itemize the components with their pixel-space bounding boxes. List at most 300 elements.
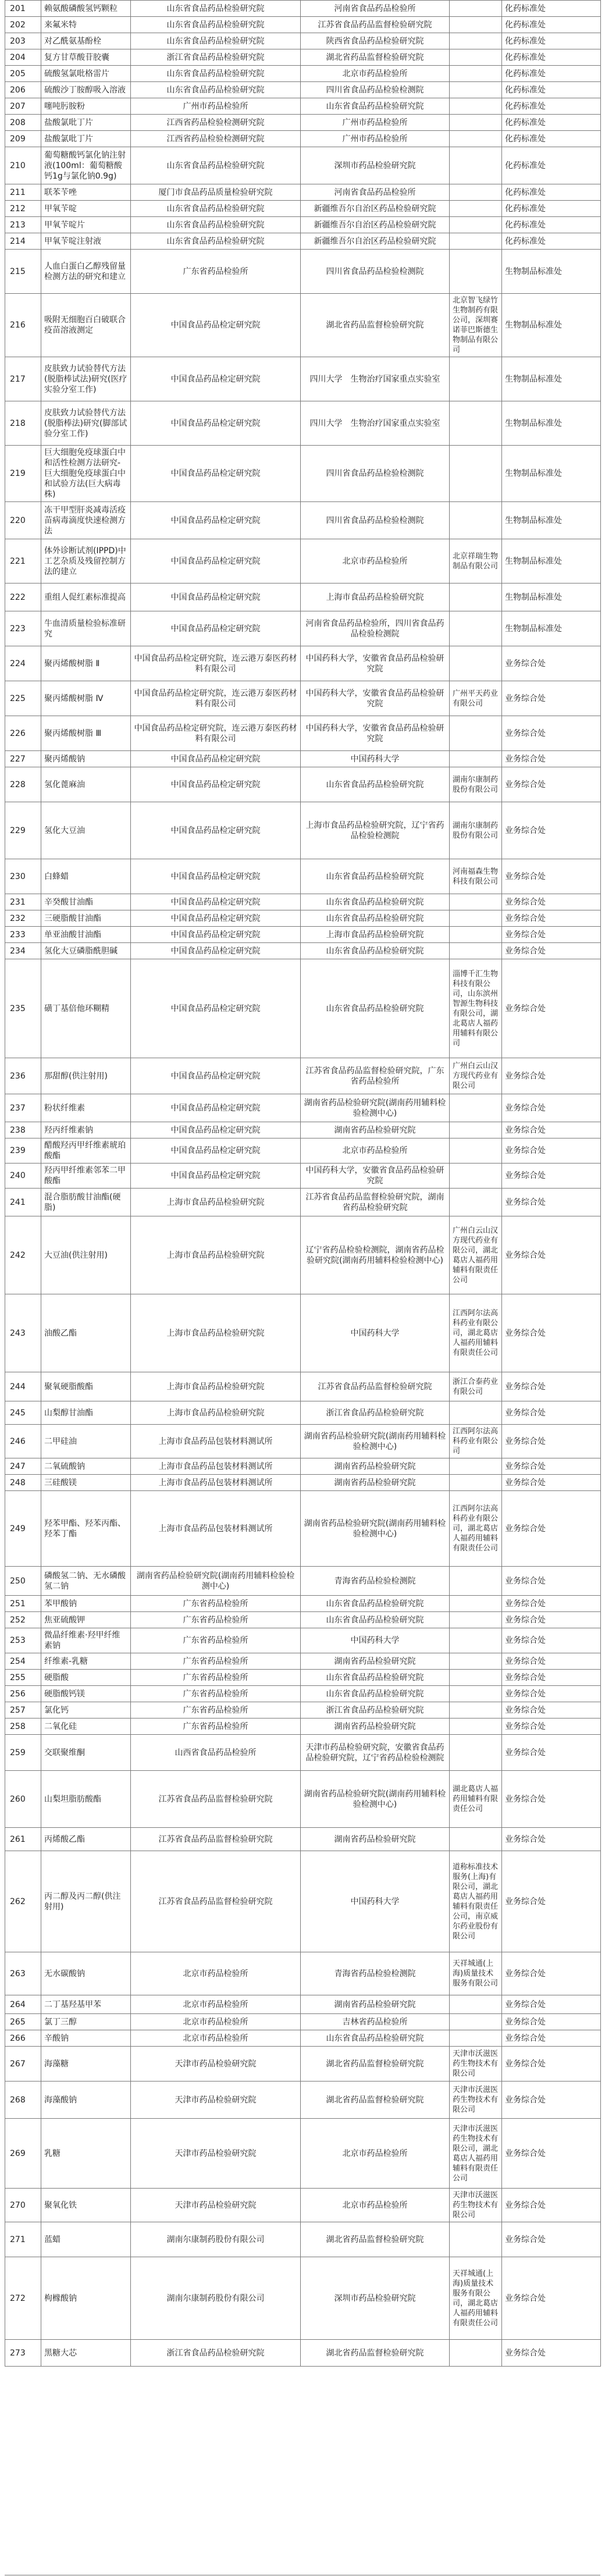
department-cell: 生物制品标准处 [502, 611, 601, 646]
item-name-cell: 人血白蛋白乙醇残留量检测方法的研究和建立 [41, 250, 131, 294]
table-row [5, 959, 601, 1058]
department-cell: 化药标准处 [502, 147, 601, 184]
item-name-cell: 葡萄糖酸钙氯化钠注射液(100ml：葡萄糖酸钙1g与氯化钠0.9g) [41, 147, 131, 184]
item-name-cell: 复方甘草酸苷胶囊 [41, 49, 131, 66]
review-institution-cell: 北京市药品检验所 [301, 539, 450, 583]
department-cell: 业务综合处 [502, 2257, 601, 2340]
table-row [5, 294, 601, 357]
review-institution-cell: 中国药科大学，安徽省食品药品检验研究院 [301, 646, 450, 681]
participating-company-cell [450, 401, 502, 446]
review-institution-cell: 吉林省药品检验所 [301, 2014, 450, 2030]
participating-company-cell [450, 1735, 502, 1771]
table-row [5, 1567, 601, 1596]
item-name-cell: 聚丙烯酸钠 [41, 751, 131, 767]
row-number-cell: 214 [5, 233, 41, 250]
participating-company-cell [450, 1653, 502, 1670]
lead-institution-cell: 江西省药品检验检测研究院 [131, 131, 301, 147]
row-number-cell: 228 [5, 767, 41, 802]
row-number-cell: 221 [5, 539, 41, 583]
lead-institution-cell: 中国食品药品检定研究院 [131, 894, 301, 910]
row-number-cell: 226 [5, 716, 41, 751]
department-cell: 业务综合处 [502, 1164, 601, 1189]
participating-company-cell [450, 751, 502, 767]
review-institution-cell: 湖南省药品检验研究院(湖南药用辅料检验检测中心) [301, 1491, 450, 1567]
department-cell: 化药标准处 [502, 217, 601, 233]
review-institution-cell: 湖南省药品检验研究院 [301, 1995, 450, 2014]
participating-company-cell: 道称标准技术服务(上海)有限公司，湖北葛店人福药用辅料有限责任公司，南京威尔药业股份有限公司 [450, 1851, 502, 1952]
table-row [5, 446, 601, 502]
department-cell: 业务综合处 [502, 2340, 601, 2367]
item-name-cell: 蓝蜡 [41, 2222, 131, 2257]
row-number-cell: 251 [5, 1596, 41, 1612]
table-row [5, 1686, 601, 1702]
item-name-cell: 辛癸酸甘油酯 [41, 894, 131, 910]
participating-company-cell [450, 1612, 502, 1628]
table-row [5, 927, 601, 943]
lead-institution-cell: 中国食品药品检定研究院 [131, 751, 301, 767]
item-name-cell: 氢化蓖麻油 [41, 767, 131, 802]
participating-company-cell [450, 927, 502, 943]
review-institution-cell: 河南省食品药品检验所，四川省食品药品检验检测院 [301, 611, 450, 646]
lead-institution-cell: 江西省药品检验检测研究院 [131, 115, 301, 131]
lead-institution-cell: 上海市食品药品检验研究院 [131, 1401, 301, 1425]
item-name-cell: 羟丙纤维素钠 [41, 1122, 131, 1138]
lead-institution-cell: 中国食品药品检定研究院 [131, 611, 301, 646]
review-institution-cell: 青海省药品检验检测院 [301, 1567, 450, 1596]
department-cell: 业务综合处 [502, 1686, 601, 1702]
department-cell: 业务综合处 [502, 1702, 601, 1718]
department-cell: 业务综合处 [502, 1294, 601, 1372]
participating-company-cell: 广州白云山汉方现代药业有限公司 [450, 1058, 502, 1094]
department-cell: 业务综合处 [502, 2047, 601, 2082]
lead-institution-cell: 山东省食品药品检验研究院 [131, 66, 301, 82]
table-row [5, 1702, 601, 1718]
participating-company-cell [450, 1702, 502, 1718]
table-row [5, 767, 601, 802]
item-name-cell: 盐酸氯吡丁片 [41, 115, 131, 131]
table-row [5, 1294, 601, 1372]
table-row [5, 98, 601, 115]
review-institution-cell: 江苏省食品药品监督检验研究院，广东省药品检验所 [301, 1058, 450, 1094]
department-cell: 业务综合处 [502, 1058, 601, 1094]
department-cell: 化药标准处 [502, 66, 601, 82]
department-cell: 业务综合处 [502, 894, 601, 910]
participating-company-cell [450, 66, 502, 82]
review-institution-cell: 湖南省药品检验研究院 [301, 1122, 450, 1138]
lead-institution-cell: 湖南尔康制药股份有限公司 [131, 2222, 301, 2257]
table-row [5, 681, 601, 716]
department-cell: 业务综合处 [502, 681, 601, 716]
lead-institution-cell: 江苏省食品药品监督检验研究院 [131, 1851, 301, 1952]
lead-institution-cell: 天津市药品检验研究院 [131, 2082, 301, 2119]
item-name-cell: 二甲硅油 [41, 1425, 131, 1458]
participating-company-cell: 广州平天药业有限公司 [450, 681, 502, 716]
review-institution-cell: 陕西省食品药品检验研究院 [301, 33, 450, 49]
item-name-cell: 那甜醇(供注射用) [41, 1058, 131, 1094]
department-cell: 业务综合处 [502, 2014, 601, 2030]
department-cell: 业务综合处 [502, 943, 601, 959]
row-number-cell: 270 [5, 2189, 41, 2222]
item-name-cell: 硫酸沙丁胺醇吸入溶液 [41, 82, 131, 98]
participating-company-cell [450, 2340, 502, 2367]
participating-company-cell [450, 357, 502, 401]
review-institution-cell: 湖南省药品检验研究院 [301, 1458, 450, 1475]
lead-institution-cell: 北京市药品检验所 [131, 2030, 301, 2047]
review-institution-cell: 中国药科大学 [301, 751, 450, 767]
row-number-cell: 212 [5, 201, 41, 217]
lead-institution-cell: 中国食品药品检定研究院 [131, 802, 301, 859]
table-row [5, 1612, 601, 1628]
participating-company-cell [450, 910, 502, 927]
department-cell: 业务综合处 [502, 1851, 601, 1952]
row-number-cell: 211 [5, 184, 41, 201]
department-cell: 化药标准处 [502, 49, 601, 66]
participating-company-cell [450, 1567, 502, 1596]
item-name-cell: 皮肤致力试验替代方法(脱脂棒试法)研究(医疗实验分室工作) [41, 357, 131, 401]
item-name-cell: 聚丙烯酸树脂 Ⅱ [41, 646, 131, 681]
lead-institution-cell: 中国食品药品检定研究院 [131, 357, 301, 401]
lead-institution-cell: 北京市药品检验所 [131, 2014, 301, 2030]
review-institution-cell: 北京市药品检验所 [301, 1138, 450, 1164]
table-row [5, 33, 601, 49]
department-cell: 生物制品标准处 [502, 357, 601, 401]
department-cell: 生物制品标准处 [502, 294, 601, 357]
review-institution-cell: 新疆维吾尔自治区药品检验研究院 [301, 217, 450, 233]
department-cell: 业务综合处 [502, 1828, 601, 1851]
department-cell: 业务综合处 [502, 1596, 601, 1612]
department-cell: 业务综合处 [502, 767, 601, 802]
item-name-cell: 微晶纤维素·羟甲纤维素钠 [41, 1628, 131, 1653]
review-institution-cell: 山东省食品药品检验研究院 [301, 98, 450, 115]
row-number-cell: 258 [5, 1718, 41, 1735]
lead-institution-cell: 浙江省食品药品检验研究院 [131, 2340, 301, 2367]
item-name-cell: 盐酸氯吡丁片 [41, 131, 131, 147]
participating-company-cell: 江西阿尔法高科药业有限公司，湖北葛店人福药用辅料有限责任公司 [450, 1294, 502, 1372]
lead-institution-cell: 广东省药品检验所 [131, 1686, 301, 1702]
review-institution-cell: 山东省食品药品检验研究院 [301, 767, 450, 802]
lead-institution-cell: 中国食品药品检定研究院 [131, 859, 301, 894]
participating-company-cell: 江西阿尔法高科药业有限公司 [450, 1425, 502, 1458]
item-name-cell: 聚氧硬脂酸酯 [41, 1372, 131, 1401]
table-row [5, 1401, 601, 1425]
item-name-cell: 聚丙烯酸树脂 Ⅳ [41, 681, 131, 716]
item-name-cell: 醋酸羟丙甲纤维素琥珀酸酯 [41, 1138, 131, 1164]
row-number-cell: 262 [5, 1851, 41, 1952]
table-row [5, 2030, 601, 2047]
review-institution-cell: 新疆维吾尔自治区药品检验研究院 [301, 201, 450, 217]
participating-company-cell: 湖南尔康制药股份有限公司 [450, 767, 502, 802]
table-row [5, 910, 601, 927]
review-institution-cell: 湖南省药品检验研究院(湖南药用辅料检验检测中心) [301, 1094, 450, 1122]
row-number-cell: 269 [5, 2119, 41, 2189]
department-cell: 业务综合处 [502, 1425, 601, 1458]
row-number-cell: 240 [5, 1164, 41, 1189]
review-institution-cell: 辽宁省药品检验检测院，湖南省药品检验研究院(湖南药用辅料检验检测中心) [301, 1216, 450, 1294]
table-row [5, 1372, 601, 1401]
row-number-cell: 216 [5, 294, 41, 357]
review-institution-cell: 湖南省药品检验研究院 [301, 1718, 450, 1735]
item-name-cell: 羟丙甲纤维素邻苯二甲酸酯 [41, 1164, 131, 1189]
table-row [5, 1138, 601, 1164]
department-cell: 业务综合处 [502, 1628, 601, 1653]
review-institution-cell: 山东省食品药品检验研究院 [301, 894, 450, 910]
lead-institution-cell: 山东省食品药品检验研究院 [131, 17, 301, 33]
item-name-cell: 氯丁三醇 [41, 2014, 131, 2030]
participating-company-cell: 天津市沃滋医药生物技术有限公司 [450, 2189, 502, 2222]
table-row [5, 2222, 601, 2257]
row-number-cell: 271 [5, 2222, 41, 2257]
item-name-cell: 体外诊断试剂(IPPD)中工艺杂质及残留控制方法的建立 [41, 539, 131, 583]
row-number-cell: 215 [5, 250, 41, 294]
department-cell: 业务综合处 [502, 2030, 601, 2047]
item-name-cell: 三硬脂酸甘油酯 [41, 910, 131, 927]
review-institution-cell: 山东省食品药品检验研究院 [301, 943, 450, 959]
row-number-cell: 244 [5, 1372, 41, 1401]
lead-institution-cell: 中国食品药品检定研究院 [131, 401, 301, 446]
item-name-cell: 混合脂肪酸甘油酯(硬脂) [41, 1189, 131, 1216]
review-institution-cell: 湖北省药品监督检验研究院 [301, 2082, 450, 2119]
lead-institution-cell: 上海市食品药品检验研究院 [131, 1294, 301, 1372]
review-institution-cell: 湖北省药品监督检验研究院 [301, 49, 450, 66]
row-number-cell: 247 [5, 1458, 41, 1475]
participating-company-cell [450, 217, 502, 233]
participating-company-cell: 浙江合泰药业有限公司 [450, 1372, 502, 1401]
participating-company-cell [450, 1828, 502, 1851]
department-cell: 业务综合处 [502, 2119, 601, 2189]
table-row [5, 1653, 601, 1670]
department-cell: 业务综合处 [502, 1401, 601, 1425]
review-institution-cell: 江苏省食品药品监督检验研究院 [301, 1372, 450, 1401]
lead-institution-cell: 广东省药品检验所 [131, 1596, 301, 1612]
lead-institution-cell: 广东省药品检验所 [131, 1628, 301, 1653]
row-number-cell: 259 [5, 1735, 41, 1771]
participating-company-cell [450, 2222, 502, 2257]
lead-institution-cell: 广东省药品检验所 [131, 1702, 301, 1718]
lead-institution-cell: 江苏省食品药品监督检验研究院 [131, 1771, 301, 1828]
row-number-cell: 273 [5, 2340, 41, 2367]
review-institution-cell: 山东省食品药品检验研究院 [301, 910, 450, 927]
item-name-cell: 聚氧化铁 [41, 2189, 131, 2222]
lead-institution-cell: 山东省食品药品检验研究院 [131, 233, 301, 250]
lead-institution-cell: 上海市食品药品包装材料测试所 [131, 1425, 301, 1458]
department-cell: 化药标准处 [502, 98, 601, 115]
table-row [5, 1771, 601, 1828]
review-institution-cell: 四川省食品药品检验检测院 [301, 446, 450, 502]
table-row [5, 751, 601, 767]
table-row [5, 66, 601, 82]
lead-institution-cell: 湖南尔康制药股份有限公司 [131, 2257, 301, 2340]
department-cell: 业务综合处 [502, 910, 601, 927]
item-name-cell: 丙二醇及丙二醇(供注射用) [41, 1851, 131, 1952]
lead-institution-cell: 中国食品药品检定研究院 [131, 1094, 301, 1122]
row-number-cell: 204 [5, 49, 41, 66]
department-cell: 业务综合处 [502, 927, 601, 943]
department-cell: 业务综合处 [502, 646, 601, 681]
table-row [5, 1851, 601, 1952]
department-cell: 生物制品标准处 [502, 250, 601, 294]
row-number-cell: 264 [5, 1995, 41, 2014]
table-row [5, 1216, 601, 1294]
row-number-cell: 201 [5, 1, 41, 17]
item-name-cell: 无水碳酸钠 [41, 1952, 131, 1995]
table-row [5, 250, 601, 294]
row-number-cell: 236 [5, 1058, 41, 1094]
row-number-cell: 257 [5, 1702, 41, 1718]
participating-company-cell: 河南福森生物科技有限公司 [450, 859, 502, 894]
participating-company-cell [450, 1189, 502, 1216]
item-name-cell: 联苯苄唑 [41, 184, 131, 201]
review-institution-cell: 山东省食品药品检验研究院 [301, 1670, 450, 1686]
row-number-cell: 220 [5, 502, 41, 539]
department-cell: 业务综合处 [502, 859, 601, 894]
lead-institution-cell: 上海市食品药品包装材料测试所 [131, 1475, 301, 1491]
row-number-cell: 234 [5, 943, 41, 959]
table-row [5, 1094, 601, 1122]
lead-institution-cell: 山东省食品药品检验研究院 [131, 201, 301, 217]
lead-institution-cell: 山东省食品药品检验研究院 [131, 147, 301, 184]
item-name-cell: 吸附无细胞百白破联合疫苗溶液测定 [41, 294, 131, 357]
review-institution-cell: 深圳市药品检验研究院 [301, 147, 450, 184]
item-name-cell: 来氟米特 [41, 17, 131, 33]
row-number-cell: 243 [5, 1294, 41, 1372]
item-name-cell: 粉状纤维素 [41, 1094, 131, 1122]
row-number-cell: 248 [5, 1475, 41, 1491]
lead-institution-cell: 中国食品药品检定研究院 [131, 502, 301, 539]
review-institution-cell: 北京市药品检验所 [301, 66, 450, 82]
item-name-cell: 焦亚硫酸钾 [41, 1612, 131, 1628]
item-name-cell: 黑糖大芯 [41, 2340, 131, 2367]
table-row [5, 2014, 601, 2030]
table-row [5, 1164, 601, 1189]
row-number-cell: 256 [5, 1686, 41, 1702]
lead-institution-cell: 中国食品药品检定研究院 [131, 539, 301, 583]
item-name-cell: 硬脂酸 [41, 1670, 131, 1686]
participating-company-cell: 天津市沃滋医药生物技术有限公司，湖北葛店人福药用辅料有限责任公司 [450, 2119, 502, 2189]
table-row [5, 539, 601, 583]
item-name-cell: 海藻酸钠 [41, 2082, 131, 2119]
review-institution-cell: 山东省食品药品检验研究院 [301, 2030, 450, 2047]
lead-institution-cell: 浙江省食品药品检验研究院 [131, 49, 301, 66]
review-institution-cell: 湖北省药品监督检验研究院 [301, 294, 450, 357]
item-name-cell: 氢化大豆油 [41, 802, 131, 859]
row-number-cell: 217 [5, 357, 41, 401]
participating-company-cell [450, 49, 502, 66]
lead-institution-cell: 北京市药品检验所 [131, 1995, 301, 2014]
row-number-cell: 207 [5, 98, 41, 115]
table-row [5, 401, 601, 446]
review-institution-cell: 山东省食品药品检验研究院 [301, 1612, 450, 1628]
participating-company-cell [450, 250, 502, 294]
department-cell: 化药标准处 [502, 17, 601, 33]
department-cell: 业务综合处 [502, 1995, 601, 2014]
review-institution-cell: 中国药科大学 [301, 1294, 450, 1372]
item-name-cell: 磺丁基倍他环糊精 [41, 959, 131, 1058]
review-institution-cell: 新疆维吾尔自治区药品检验研究院 [301, 233, 450, 250]
lead-institution-cell: 上海市食品药品包装材料测试所 [131, 1491, 301, 1567]
item-name-cell: 山梨坦脂肪酸酯 [41, 1771, 131, 1828]
participating-company-cell: 天津市沃滋医药生物技术有限公司 [450, 2082, 502, 2119]
participating-company-cell [450, 1138, 502, 1164]
participating-company-cell [450, 1628, 502, 1653]
row-number-cell: 235 [5, 959, 41, 1058]
department-cell: 生物制品标准处 [502, 583, 601, 611]
table-row [5, 943, 601, 959]
lead-institution-cell: 天津市药品检验研究院 [131, 2047, 301, 2082]
review-institution-cell: 上海市食品药品检验研究院 [301, 927, 450, 943]
table-row [5, 357, 601, 401]
row-number-cell: 252 [5, 1612, 41, 1628]
item-name-cell: 氢化大豆磷脂酰胆碱 [41, 943, 131, 959]
row-number-cell: 206 [5, 82, 41, 98]
item-name-cell: 冻干甲型肝炎减毒活疫苗病毒滴度快速检测方法 [41, 502, 131, 539]
participating-company-cell: 北京智飞绿竹生物制药有限公司，深圳赛诺菲巴斯德生物制品有限公司 [450, 294, 502, 357]
row-number-cell: 227 [5, 751, 41, 767]
row-number-cell: 233 [5, 927, 41, 943]
participating-company-cell: 湖北葛店人福药用辅料有限责任公司 [450, 1771, 502, 1828]
row-number-cell: 260 [5, 1771, 41, 1828]
lead-institution-cell: 上海市食品药品检验研究院 [131, 1189, 301, 1216]
review-institution-cell: 广州市药品检验所 [301, 131, 450, 147]
department-cell: 业务综合处 [502, 751, 601, 767]
participating-company-cell [450, 502, 502, 539]
row-number-cell: 210 [5, 147, 41, 184]
table-row [5, 1596, 601, 1612]
department-cell: 业务综合处 [502, 1216, 601, 1294]
participating-company-cell [450, 1122, 502, 1138]
table-row [5, 611, 601, 646]
lead-institution-cell: 山东省食品药品检验研究院 [131, 1, 301, 17]
item-name-cell: 二氧化硅 [41, 1718, 131, 1735]
participating-company-cell [450, 2030, 502, 2047]
lead-institution-cell: 天津市药品检验研究院 [131, 2119, 301, 2189]
table-row [5, 184, 601, 201]
table-row [5, 502, 601, 539]
item-name-cell: 甲氧苄啶片 [41, 217, 131, 233]
lead-institution-cell: 中国食品药品检定研究院 [131, 943, 301, 959]
row-number-cell: 272 [5, 2257, 41, 2340]
item-name-cell: 羟苯甲酯、羟苯丙酯、羟苯丁酯 [41, 1491, 131, 1567]
row-number-cell: 223 [5, 611, 41, 646]
lead-institution-cell: 中国食品药品检定研究院，连云港万泰医药材料有限公司 [131, 646, 301, 681]
participating-company-cell [450, 1094, 502, 1122]
row-number-cell: 241 [5, 1189, 41, 1216]
participating-company-cell: 广州白云山汉方现代药业有限公司，湖北葛店人福药用辅料有限责任公司 [450, 1216, 502, 1294]
department-cell: 业务综合处 [502, 2082, 601, 2119]
table-row [5, 583, 601, 611]
row-number-cell: 238 [5, 1122, 41, 1138]
lead-institution-cell: 山东省食品药品检验研究院 [131, 217, 301, 233]
item-name-cell: 山梨醇甘油酯 [41, 1401, 131, 1425]
department-cell: 业务综合处 [502, 1475, 601, 1491]
department-cell: 业务综合处 [502, 959, 601, 1058]
row-number-cell: 224 [5, 646, 41, 681]
participating-company-cell [450, 1670, 502, 1686]
item-name-cell: 单亚油酸甘油酯 [41, 927, 131, 943]
item-name-cell: 皮肤致力试验替代方法(脱脂棒法)研究(脚部试验分室工作) [41, 401, 131, 446]
lead-institution-cell: 湖南省药品检验研究院(湖南药用辅料检验检测中心) [131, 1567, 301, 1596]
review-institution-cell: 中国药科大学，安徽省食品药品检验研究院 [301, 1164, 450, 1189]
participating-company-cell: 北京祥瑞生物制品有限公司 [450, 539, 502, 583]
item-name-cell: 巨大细胞免疫球蛋白中和活性检测方法研究-巨大细胞免疫球蛋白中和试验方法(巨大病毒株) [41, 446, 131, 502]
department-cell: 化药标准处 [502, 82, 601, 98]
review-institution-cell: 天津市药品检验研究院，安徽省食品药品检验研究院，辽宁省药品检验检测院 [301, 1735, 450, 1771]
department-cell: 业务综合处 [502, 1718, 601, 1735]
table-row [5, 1718, 601, 1735]
lead-institution-cell: 上海市食品药品包装材料测试所 [131, 1458, 301, 1475]
lead-institution-cell: 山西省食品药品检验所 [131, 1735, 301, 1771]
lead-institution-cell: 江苏省食品药品监督检验研究院 [131, 1828, 301, 1851]
department-cell: 化药标准处 [502, 233, 601, 250]
